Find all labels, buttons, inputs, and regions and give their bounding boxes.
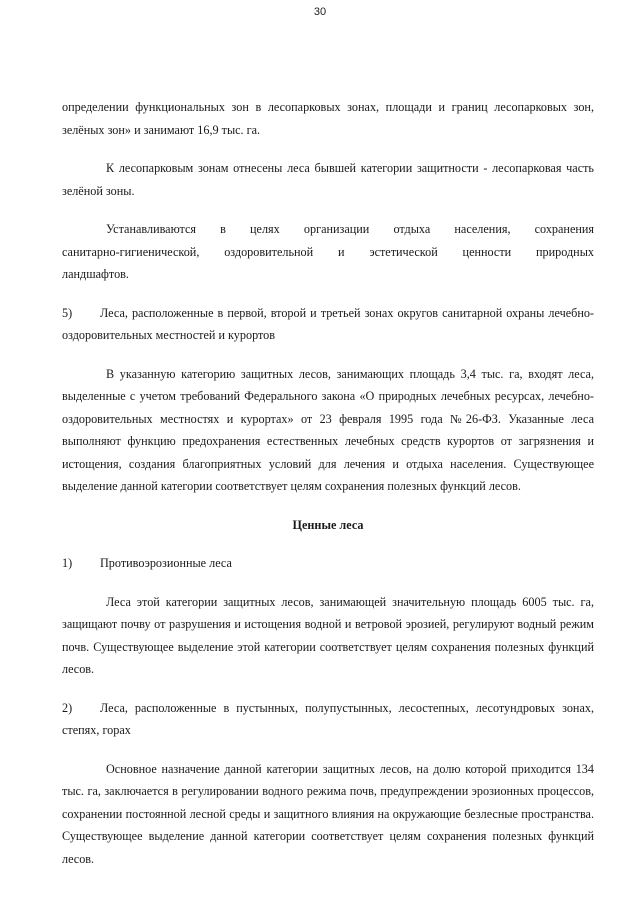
document-body <box>62 96 594 886</box>
paragraph-line: санитарно-гигиенической, оздоровительной и эстетической ценности природных <box>62 244 594 259</box>
paragraph-line: ландшафтов. <box>62 267 129 281</box>
section-heading: Ценные леса <box>292 517 364 532</box>
list-item-2 <box>62 697 594 742</box>
paragraph-desert-steppe-forests: Основное назначение данной категории защитных лесов, на долю которой приходится 134 тыс. га, заключается в регулировании водного режима почв, предупреждении эрозионных процессов, сохранении постоянной лесной среды и защитного влияния на окружающие безлесные пространства. Существующее выделение данной категории соответствует целям сохранения полезных функций лесов. <box>62 761 594 866</box>
list-item-5 <box>62 302 594 347</box>
list-item-1 <box>62 552 594 575</box>
paragraph-line: Устанавливаются в целях организации отдыха населения, сохранения <box>106 222 594 236</box>
paragraph-anti-erosion-forests: Леса этой категории защитных лесов, занимающей значительную площадь 6005 тыс. га, защищают почву от разрушения и истощения водной и ветровой эрозией, регулируют водный режим почв. Существующее выделение этой категории соответствует целям сохранения полезных функций лесов. <box>62 594 594 676</box>
paragraph-forest-park-zones: К лесопарковым зонам отнесены леса бывшей категории защитности - лесопарковая часть зелёной зоны. <box>62 161 594 198</box>
paragraph-established-purpose <box>62 218 594 286</box>
list-item-text: Противоэрозионные леса <box>100 556 232 570</box>
list-item-text: Леса, расположенные в первой, второй и третьей зонах округов санитарной охраны лечебно-оздоровительных местностей и курортов <box>62 305 594 342</box>
list-number: 5) <box>62 305 73 320</box>
list-item-text: Леса, расположенные в пустынных, полупустынных, лесостепных, лесотундровых зонах, степях, горах <box>62 700 594 737</box>
paragraph-sanitary-forests: В указанную категорию защитных лесов, занимающих площадь 3,4 тыс. га, входят леса, выделенные с учетом требований Федерального закона «О природных лечебных ресурсах, лечебно-оздоровительных местностях и курортах» от 23 февраля 1995 года №26-ФЗ. Указанные леса выполняют функцию предохранения естественных лечебных средств курортов от загрязнения и истощения, создания благоприятных условий для лечения и отдыха населения. Существующее выделение данной категории соответствует целям сохранения полезных функций лесов. <box>62 366 594 493</box>
paragraph-zones-definition: определении функциональных зон в лесопарковых зонах, площади и границ лесопарковых зон, зелёных зон» и занимают 16,9 тыс. га. <box>62 100 594 137</box>
list-number: 2) <box>62 700 73 715</box>
page-number: 30 <box>313 6 327 18</box>
list-number: 1) <box>62 556 73 570</box>
